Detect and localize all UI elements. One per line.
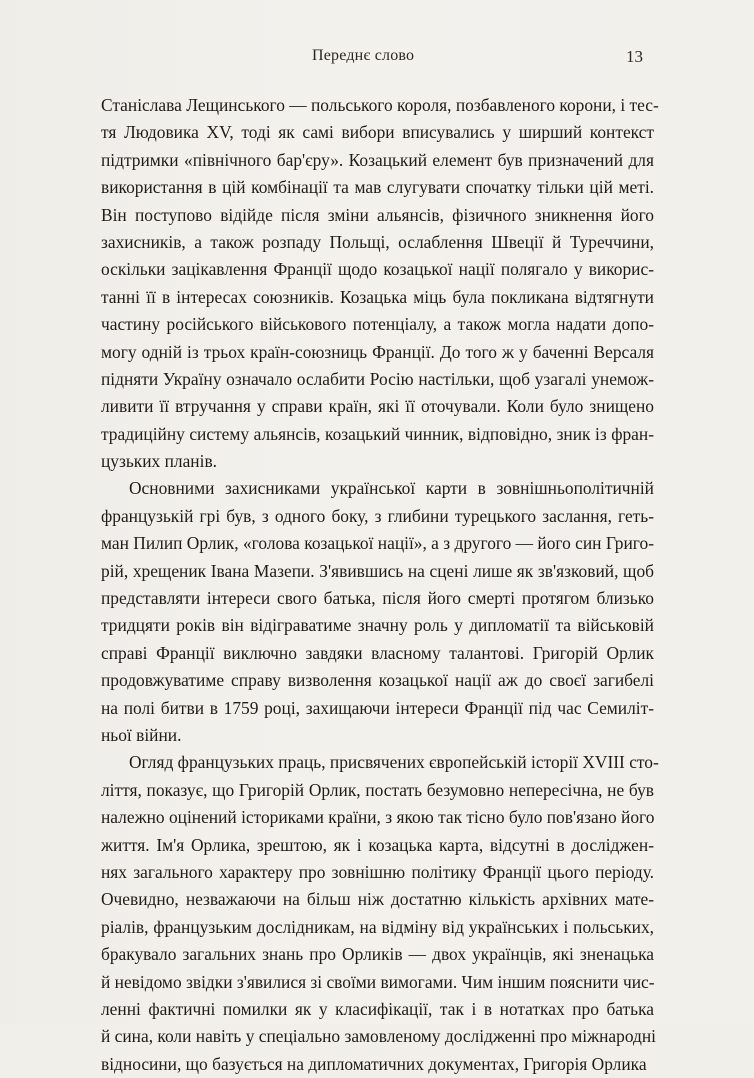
text-line: ливити її втручання у справи країн, які її оточували. Коли було знищено: [101, 396, 654, 417]
text-line: цузьких планів.: [101, 451, 218, 472]
text-line: нях загального характеру про зовнішню політику Франції цього періоду.: [101, 861, 654, 882]
text-line: бракувало загальних знань про Орликів — двох українців, які зненацька: [101, 944, 654, 965]
text-line: ленні фактичні помилки як у класифікації, так і в нотатках про батька: [101, 998, 654, 1019]
text-line: могу одній із трьох країн-союзниць Франції. До того ж у баченні Версаля: [101, 341, 654, 362]
text-line: належно оцінений істориками країни, з якою так тісно було пов'язано його: [101, 807, 655, 828]
text-line: Станіслава Лещинського — польського короля, позбавленого корони, і тес-: [101, 95, 659, 115]
text-line: Очевидно, незважаючи на більш ніж достатню кількість архівних мате-: [101, 889, 654, 910]
text-line: на полі битви в 1759 році, захищаючи інтереси Франції під час Семиліт-: [101, 697, 654, 718]
text-line: захисників, а також розпаду Польщі, ослаблення Швеції й Туреччини,: [101, 231, 654, 252]
text-line: ліття, показує, що Григорій Орлик, постать безумовно непересічна, не був: [101, 779, 654, 800]
text-line: життя. Ім'я Орлика, зрештою, як і козацька карта, відсутні в досліджен-: [101, 834, 654, 855]
text-line: ман Пилип Орлик, «голова козацької нації», а з другого — його син Григо-: [101, 533, 654, 554]
text-line: підняти Україну означало ослабити Росію настільки, щоб узагалі унемож-: [101, 368, 654, 389]
text-line: справі Франції виключно завдяки власному талантові. Григорій Орлик: [101, 642, 654, 663]
text-line: підтримки «північного бар'єру». Козацький елемент був призначений для: [101, 149, 654, 170]
text-line: частину російського військового потенціалу, а також могла надати допо-: [101, 314, 654, 335]
text-line: оскільки зацікавлення Франції щодо козацької нації полягало у викорис-: [101, 259, 654, 280]
text-line: ріалів, французьким дослідникам, на відміну від українських і польських,: [101, 916, 654, 937]
paragraph: [101, 475, 654, 749]
text-line: ньої війни.: [101, 724, 182, 745]
text-line: використання в цій комбінації та мав слугувати спочатку тільки цій меті.: [101, 177, 654, 198]
text-line: французькій грі був, з одного боку, з глибини турецького заслання, геть-: [101, 505, 654, 526]
text-line: й невідомо звідки з'явилися зі своїми вимогами. Чим іншим пояснити чис-: [101, 971, 655, 992]
text-line: танні її в інтересах союзників. Козацька міць була покликана відтягнути: [101, 286, 654, 307]
text-line: тя Людовика XV, тоді як самі вибори вписувались у ширший контекст: [101, 122, 654, 143]
text-line: Основними захисниками української карти в зовнішньополітичній: [129, 478, 654, 499]
page-number: 13: [626, 47, 643, 66]
text-line: продовжуватиме справу визволення козацької нації аж до своєї загибелі: [101, 670, 654, 691]
text-line: й сина, коли навіть у спеціально замовленому дослідженні про міжнародні: [101, 1026, 657, 1047]
paragraph: [101, 92, 659, 475]
text-line: тридцяти років він відіграватиме значну роль у дипломатії та військовій: [101, 615, 654, 636]
paragraph: [101, 749, 659, 1078]
text-line: рій, хрещеник Івана Мазепи. З'явившись на сцені лише як зв'язковий, щоб: [101, 560, 654, 581]
text-line: відносини, що базується на дипломатичних документах, Григорія Орлика: [101, 1053, 647, 1074]
text-line: Він поступово відійде після зміни альянсів, фізичного зникнення його: [101, 204, 654, 225]
running-head-title: Переднє слово: [312, 47, 415, 64]
running-head: [0, 47, 754, 71]
body-text: [101, 92, 659, 1078]
text-line: представляти інтереси свого батька, після його смерті протягом близько: [101, 588, 654, 609]
text-line: Огляд французьких праць, присвячених європейській історії XVIII сто-: [129, 752, 659, 773]
text-line: традиційну систему альянсів, козацький чинник, відповідно, зник із фран-: [101, 423, 654, 444]
